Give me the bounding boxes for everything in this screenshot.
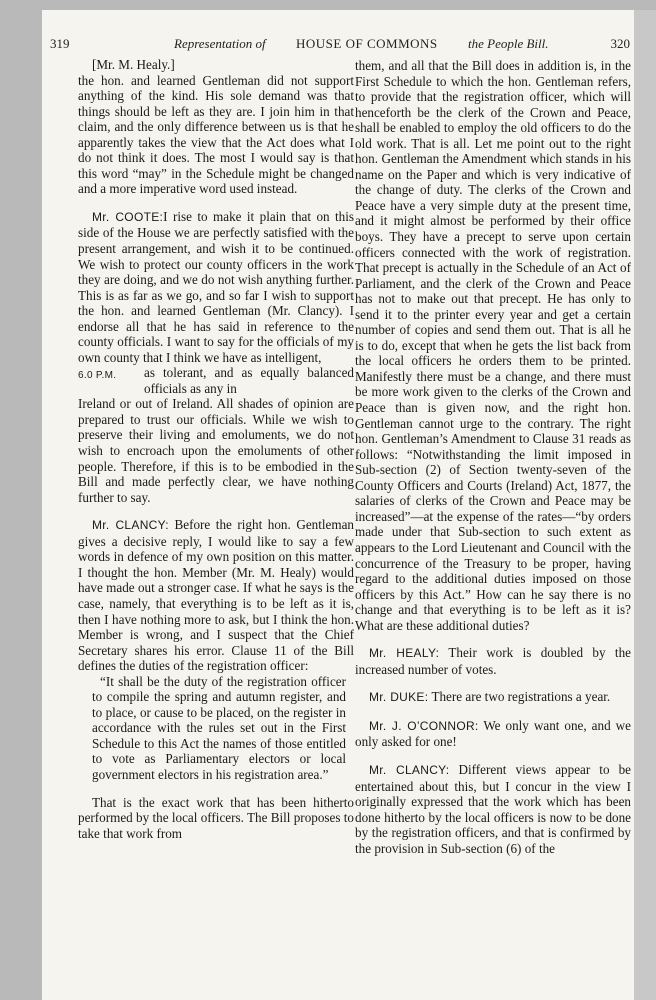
header-title-left: Representation of [174,36,266,51]
time-marker-block [78,365,354,396]
left-column [78,57,354,841]
speech-clancy [78,517,354,673]
column-number-right: 320 [610,36,630,51]
speech-text: I rise to make it plain that on this side of the House we are perfectly satisfied with the present arrangement, and wish it to be continued. We wish to protect our county officers in the work they are doing, and we do not wish anything further. This is as far as we go, and so far I wish to support the hon. and learned Gentleman (Mr. Clancy). I endorse all that he has said in reference to the county officials. I want to say for the officials of my own county that I think we have as intelligent, [78,208,355,365]
block-quote [78,674,354,783]
speaker-continuation: [Mr. M. Healy.] [92,57,175,72]
paragraph: the hon. and learned Gentleman did not support anything of the kind. His sole demand was that things should be left as they are. I join him in that claim, and the only difference between us is that he apparently takes the view that the Act does what I do not think it does. The most I would say is that this word “may” in the Schedule might be changed and a more imperative word used instead. [78,72,354,197]
paragraph: That is the exact work that has been hitherto performed by the local officers. The Bill proposes to take that work from [78,794,354,841]
quote-text: “It shall be the duty of the registration officer to compile the spring and autumn register, and to place, or cause to be placed, on the register in accordance with the rules set out in the First Schedule to this Act the names of those entitled to vote as Parliamentary electors or local government electors in his registration area.” [92,673,346,782]
column-number-left: 319 [50,36,70,51]
speaker-name: Mr. COOTE: [92,209,164,224]
header-title-right: the People Bill. [468,36,549,51]
speech-text: Different views appear to be entertained about this, but I concur in the view I originally expressed that the work which has been done hitherto by the local officers is now to be done by the registration officers, and that is confirmed by the provision in Sub-section (6) of the [355,761,631,856]
speech-healy [355,645,631,677]
time-marker: 6.0 P.M. [78,370,117,382]
speech-text: There are two registrations a year. [431,689,611,705]
speech-text: Before the right hon. Gentleman gives a decisive reply, I would like to say a few words in defence of my own position on this matter. I thought the hon. Member (Mr. M. Healy) would have made out a stronger case. If what he says is the case, namely, that everything is to be left as it is, then I have nothing more to ask, but I think the hon. Member is wrong, and I suspect that the Chief Secretary shares his error. Clause 11 of the Bill defines the duties of the registration officer: [78,517,354,674]
speaker-name: Mr. J. O’CONNOR: [369,718,479,733]
page-edge [634,10,656,1000]
speaker-name: Mr. CLANCY: [369,762,450,777]
speech-duke [355,689,631,706]
header-house: HOUSE OF COMMONS [296,36,438,51]
speaker-name: Mr. HEALY: [369,646,440,661]
speech-text: Their work is doubled by the increased number of votes. [355,645,631,677]
speech-clancy-2 [355,762,631,856]
speech-coote [78,209,354,365]
paragraph: them, and all that the Bill does in addition is, in the First Schedule to which the hon. Gentleman refers, to provide that the registration officer, which will henceforth be the clerk of the Crown and Peace, shall be enabled to employ the old officers to do the old work. That is all. Let me point out to the right hon. Gentleman the Amendment which stands in his name on the Paper and which is very indicative of the change of duty. The clerks of the Crown and Peace have a very simple duty at the present time, and it might almost be performed by their office boys. They have a precept to serve upon certain officers connected with the work of registration. That precept is actually in the Schedule of an Act of Parliament, and the clerk of the Crown and Peace has not to make out that precept. He has only to send it to the printer every year and get a certain number of copies and send them out. That is all he is to do, except that when he gets the list back from the local officers he orders them to be printed. Manifestly there must be a change, and there must be more work given to the clerks of the Crown and Peace than is given now, and the right hon. Gentleman cannot urge to the contrary. The right hon. Gentleman’s Amendment to Clause 31 reads as follows: “Notwithstanding the limit imposed in Sub-section (2) of Section twenty-seven of the County Officers and Courts (Ireland) Act, 1877, the salaries of clerks of the Crown and Peace may be increased”—at the expense of the rates—“by orders made under that Sub-section to such extent as appears to the Lord Lieutenant and Council with the concurrence of the Treasury to be proper, having regard to the additional duties imposed on those officers by this Act.” How can he say there is no change and that everything is to be left as it is? What are these additional duties? [355,58,631,633]
speech-text: as tolerant, and as equally balanced officials as any in [144,365,354,396]
paragraph: Ireland or out of Ireland. All shades of opinion are prepared to trust our officials. While we wish to preserve their living and emoluments, we do not wish to encroach upon the emoluments of other people. Therefore, if this is to be embodied in the Bill and made perfectly clear, we have nothing further to say. [78,396,354,505]
speaker-name: Mr. DUKE: [369,690,429,705]
right-column [355,58,631,856]
speaker-name: Mr. CLANCY: [92,518,169,533]
speech-oconnor [355,718,631,750]
speech-text: We only want one, and we only asked for one! [355,717,631,750]
running-header [50,36,630,54]
